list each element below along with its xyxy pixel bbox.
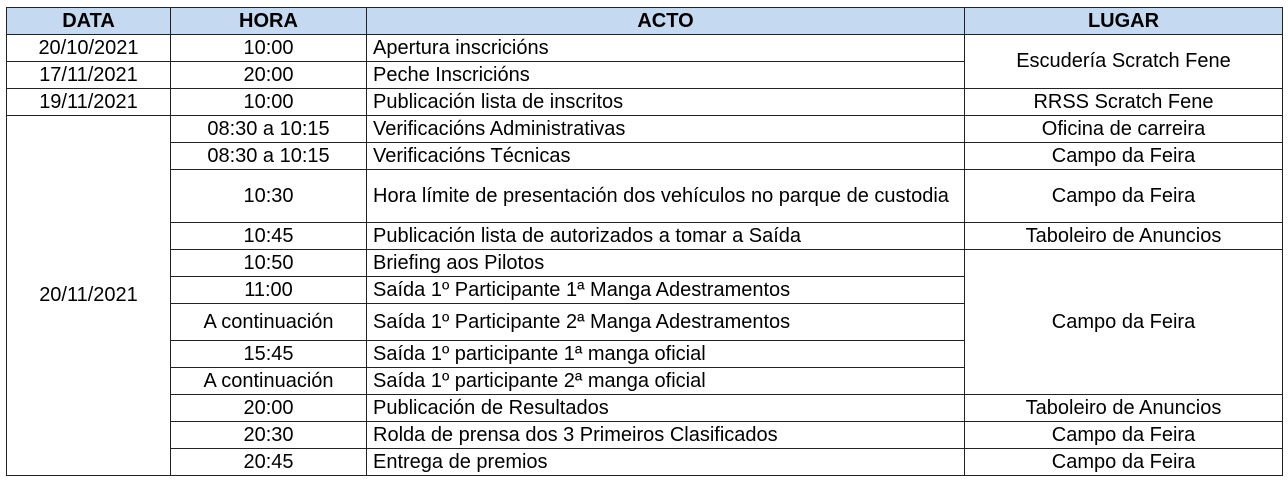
cell-acto: Publicación de Resultados <box>367 395 965 422</box>
table-row <box>7 170 1283 223</box>
cell-lugar: Taboleiro de Anuncios <box>965 395 1283 422</box>
header-data: DATA <box>7 8 171 35</box>
cell-acto: Saída 1º participante 1ª manga oficial <box>367 341 965 368</box>
cell-data: 17/11/2021 <box>7 62 171 89</box>
cell-hora: 10:30 <box>171 170 367 223</box>
cell-data: 20/10/2021 <box>7 35 171 62</box>
cell-acto: Verificacións Técnicas <box>367 143 965 170</box>
cell-acto: Hora límite de presentación dos vehículos no parque de custodia <box>367 170 965 223</box>
table-row <box>7 143 1283 170</box>
cell-lugar: Campo da Feira <box>965 143 1283 170</box>
table-row <box>7 250 1283 277</box>
cell-hora: 20:30 <box>171 422 367 449</box>
cell-lugar: Oficina de carreira <box>965 116 1283 143</box>
cell-acto: Saída 1º Participante 2ª Manga Adestramentos <box>367 304 965 341</box>
header-acto: ACTO <box>367 8 965 35</box>
header-row <box>7 8 1283 35</box>
cell-hora: 20:45 <box>171 449 367 476</box>
table-row <box>7 395 1283 422</box>
cell-hora: 08:30 a 10:15 <box>171 143 367 170</box>
cell-hora: 20:00 <box>171 395 367 422</box>
cell-acto: Verificacións Administrativas <box>367 116 965 143</box>
cell-acto: Briefing aos Pilotos <box>367 250 965 277</box>
table-row <box>7 35 1283 62</box>
cell-lugar: Taboleiro de Anuncios <box>965 223 1283 250</box>
cell-acto: Apertura inscricións <box>367 35 965 62</box>
cell-lugar: Campo da Feira <box>965 250 1283 395</box>
table-row <box>7 89 1283 116</box>
cell-acto: Rolda de prensa dos 3 Primeiros Clasificados <box>367 422 965 449</box>
cell-hora: 11:00 <box>171 277 367 304</box>
cell-hora: 10:50 <box>171 250 367 277</box>
cell-acto: Saída 1º Participante 1ª Manga Adestramentos <box>367 277 965 304</box>
cell-acto: Saída 1º participante 2ª manga oficial <box>367 368 965 395</box>
cell-lugar: Campo da Feira <box>965 170 1283 223</box>
cell-hora: A continuación <box>171 368 367 395</box>
cell-hora: A continuación <box>171 304 367 341</box>
table-row <box>7 422 1283 449</box>
cell-lugar: Escudería Scratch Fene <box>965 35 1283 89</box>
cell-lugar: RRSS Scratch Fene <box>965 89 1283 116</box>
cell-data: 20/11/2021 <box>7 116 171 476</box>
cell-data: 19/11/2021 <box>7 89 171 116</box>
header-lugar: LUGAR <box>965 8 1283 35</box>
table-row <box>7 116 1283 143</box>
table-row <box>7 223 1283 250</box>
table-row <box>7 449 1283 476</box>
cell-hora: 10:45 <box>171 223 367 250</box>
cell-lugar: Campo da Feira <box>965 449 1283 476</box>
header-hora: HORA <box>171 8 367 35</box>
cell-hora: 08:30 a 10:15 <box>171 116 367 143</box>
cell-hora: 10:00 <box>171 35 367 62</box>
schedule-table <box>6 7 1283 476</box>
cell-acto: Peche Inscricións <box>367 62 965 89</box>
cell-acto: Entrega de premios <box>367 449 965 476</box>
cell-acto: Publicación lista de inscritos <box>367 89 965 116</box>
cell-hora: 15:45 <box>171 341 367 368</box>
cell-lugar: Campo da Feira <box>965 422 1283 449</box>
cell-acto: Publicación lista de autorizados a tomar a Saída <box>367 223 965 250</box>
cell-hora: 10:00 <box>171 89 367 116</box>
cell-hora: 20:00 <box>171 62 367 89</box>
